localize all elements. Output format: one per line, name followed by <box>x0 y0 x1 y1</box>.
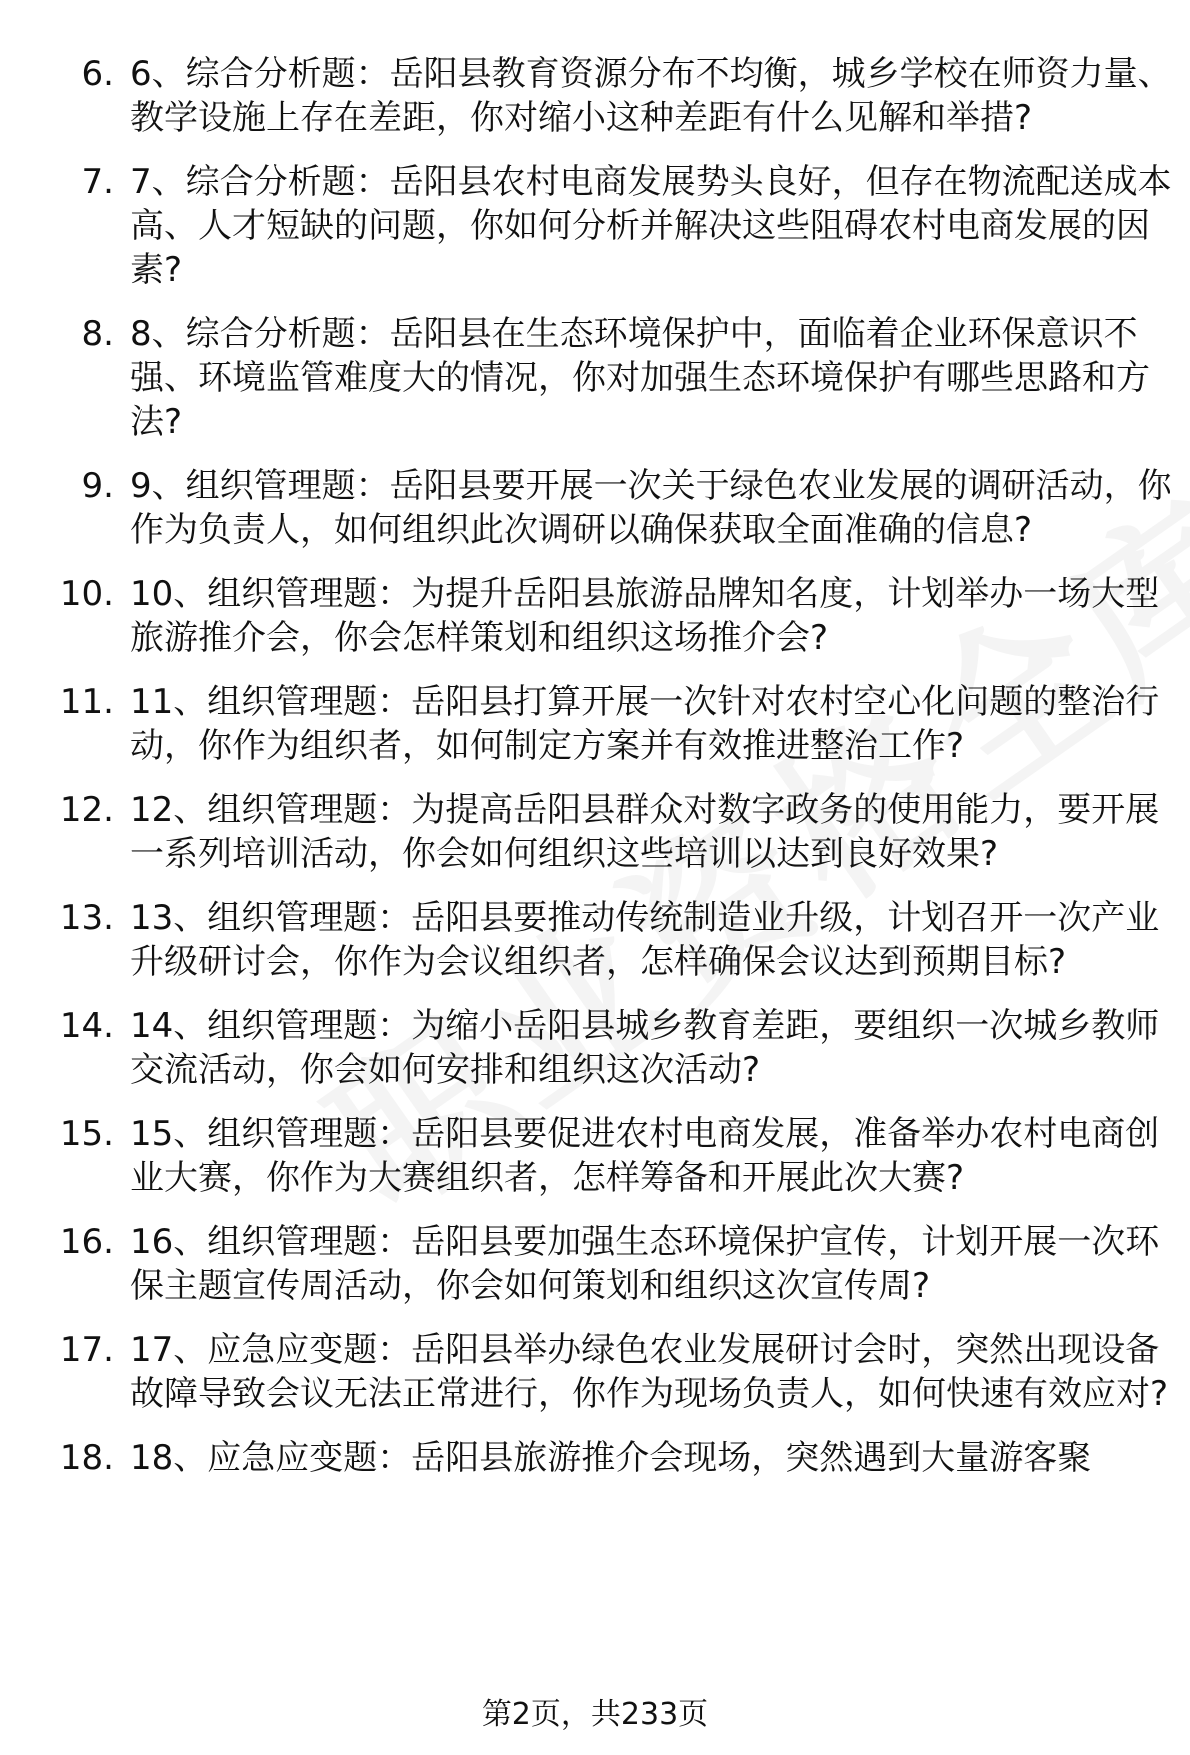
question-text: 15、组织管理题：岳阳县要促进农村电商发展，准备举办农村电商创业大赛，你作为大赛组织者，怎样筹备和开展此次大赛? <box>130 1114 1160 1198</box>
question-number: 15. <box>59 1114 114 1154</box>
question-item <box>0 160 1190 292</box>
question-text: 13、组织管理题：岳阳县要推动传统制造业升级，计划召开一次产业升级研讨会，你作为会议组织者，怎样确保会议达到预期目标? <box>130 898 1160 982</box>
question-number: 12. <box>59 790 114 830</box>
question-item <box>0 1436 1190 1480</box>
question-text: 12、组织管理题：为提高岳阳县群众对数字政务的使用能力，要开展一系列培训活动，你会如何组织这些培训以达到良好效果? <box>130 790 1160 874</box>
question-text: 8、综合分析题：岳阳县在生态环境保护中，面临着企业环保意识不强、环境监管难度大的情况，你对加强生态环境保护有哪些思路和方法? <box>130 314 1150 442</box>
question-item <box>0 896 1190 984</box>
question-text: 6、综合分析题：岳阳县教育资源分布不均衡，城乡学校在师资力量、教学设施上存在差距，你对缩小这种差距有什么见解和举措? <box>130 54 1172 138</box>
question-item <box>0 1112 1190 1200</box>
question-text: 18、应急应变题：岳阳县旅游推介会现场，突然遇到大量游客聚 <box>130 1438 1092 1478</box>
question-item <box>0 464 1190 552</box>
question-number: 10. <box>59 574 114 614</box>
question-item <box>0 572 1190 660</box>
question-item <box>0 1004 1190 1092</box>
question-item <box>0 1220 1190 1308</box>
question-number: 9. <box>81 466 114 506</box>
question-number: 6. <box>81 54 114 94</box>
question-text: 14、组织管理题：为缩小岳阳县城乡教育差距，要组织一次城乡教师交流活动，你会如何安排和组织这次活动? <box>130 1006 1160 1090</box>
question-item <box>0 680 1190 768</box>
question-number: 17. <box>59 1330 114 1370</box>
question-text: 11、组织管理题：岳阳县打算开展一次针对农村空心化问题的整治行动，你作为组织者，如何制定方案并有效推进整治工作? <box>130 682 1160 766</box>
question-number: 11. <box>59 682 114 722</box>
question-number: 7. <box>81 162 114 202</box>
question-number: 14. <box>59 1006 114 1046</box>
question-number: 13. <box>59 898 114 938</box>
question-item <box>0 52 1190 140</box>
question-item <box>0 1328 1190 1416</box>
question-text: 7、综合分析题：岳阳县农村电商发展势头良好，但存在物流配送成本高、人才短缺的问题，你如何分析并解决这些阻碍农村电商发展的因素? <box>130 162 1172 290</box>
page-footer: 第2页，共233页 <box>481 1697 709 1732</box>
question-number: 16. <box>59 1222 114 1262</box>
question-list <box>0 52 1190 1500</box>
question-item <box>0 788 1190 876</box>
question-number: 18. <box>59 1438 114 1478</box>
question-number: 8. <box>81 314 114 354</box>
question-item <box>0 312 1190 444</box>
question-text: 10、组织管理题：为提升岳阳县旅游品牌知名度，计划举办一场大型旅游推介会，你会怎样策划和组织这场推介会? <box>130 574 1160 658</box>
question-text: 17、应急应变题：岳阳县举办绿色农业发展研讨会时，突然出现设备故障导致会议无法正常进行，你作为现场负责人，如何快速有效应对? <box>130 1330 1169 1414</box>
question-text: 16、组织管理题：岳阳县要加强生态环境保护宣传，计划开展一次环保主题宣传周活动，你会如何策划和组织这次宣传周? <box>130 1222 1160 1306</box>
question-text: 9、组织管理题：岳阳县要开展一次关于绿色农业发展的调研活动，你作为负责人，如何组织此次调研以确保获取全面准确的信息? <box>130 466 1172 550</box>
